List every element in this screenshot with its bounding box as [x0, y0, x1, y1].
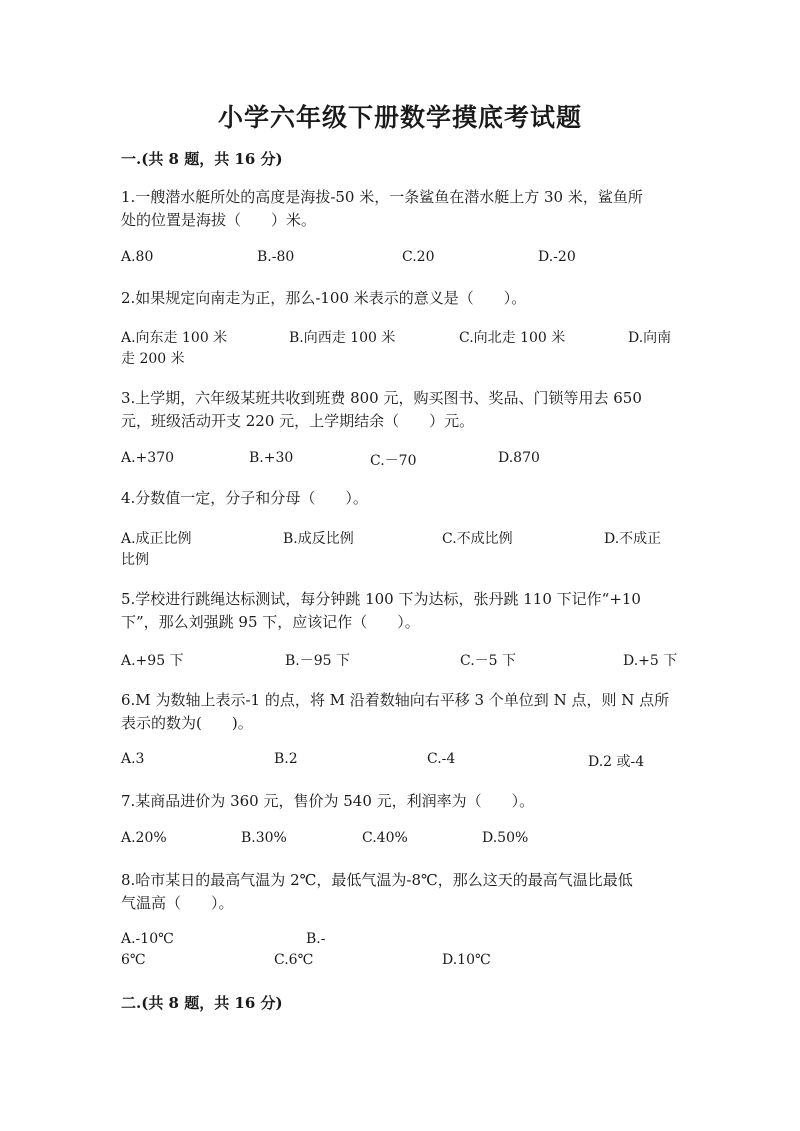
- question-5: [121, 588, 681, 634]
- option-a[interactable]: A.+370: [121, 450, 175, 466]
- option-d-wrap: 走 200 米: [121, 351, 185, 367]
- option-b-wrap: 6℃: [121, 952, 146, 968]
- question-1: [121, 186, 681, 232]
- question-line: 下”，那么刘强跳 95 下，应该记作（ ）。: [121, 613, 420, 631]
- question-line: 7.某商品进价为 360 元，售价为 540 元，利润率为（ ）。: [121, 792, 535, 810]
- question-line: 4.分数值一定，分子和分母（ ）。: [121, 489, 368, 507]
- question-line: 6.M 为数轴上表示-1 的点，将 M 沿着数轴向右平移 3 个单位到 N 点，则 N 点所: [121, 691, 670, 709]
- option-c[interactable]: C.－5 下: [460, 653, 517, 669]
- options-7: [121, 830, 681, 853]
- question-2: [121, 287, 681, 310]
- options-8: [121, 931, 681, 954]
- question-line: 处的位置是海拔（ ）米。: [121, 211, 317, 229]
- question-line: 2.如果规定向南走为正，那么-100 米表示的意义是（ ）。: [121, 289, 527, 307]
- option-b[interactable]: B.2: [274, 751, 298, 767]
- options-5: [121, 650, 681, 673]
- options-3: [121, 450, 681, 473]
- option-a[interactable]: A.向东走 100 米: [121, 330, 228, 346]
- option-d[interactable]: D.不成正: [604, 531, 662, 547]
- option-c[interactable]: C.不成比例: [442, 531, 513, 547]
- question-line: 表示的数为( )。: [121, 714, 253, 732]
- section-heading-2: 二.(共 8 题，共 16 分): [121, 994, 283, 1012]
- option-d[interactable]: D.向南: [628, 330, 672, 346]
- question-line: 气温高（ ）。: [121, 894, 234, 912]
- options-1: [121, 249, 681, 272]
- option-a[interactable]: A.3: [121, 751, 145, 767]
- question-3: [121, 387, 681, 433]
- question-line: 1.一艘潜水艇所处的高度是海拔-50 米，一条鲨鱼在潜水艇上方 30 米，鲨鱼所: [121, 188, 643, 206]
- option-d-wrap: 比例: [121, 552, 149, 568]
- option-b[interactable]: B.30%: [241, 830, 287, 846]
- option-a[interactable]: A.20%: [121, 830, 167, 846]
- option-d[interactable]: D.2 或-4: [588, 754, 645, 770]
- question-6: [121, 689, 681, 735]
- option-b[interactable]: B.-: [306, 931, 326, 947]
- option-d[interactable]: D.50%: [482, 830, 529, 846]
- option-b[interactable]: B.-80: [257, 249, 295, 265]
- page-title: 小学六年级下册数学摸底考试题: [217, 103, 582, 132]
- option-a[interactable]: A.80: [121, 249, 154, 265]
- option-a[interactable]: A.成正比例: [121, 531, 192, 547]
- option-c[interactable]: C.6℃: [274, 952, 314, 968]
- option-c[interactable]: C.20: [402, 249, 435, 265]
- question-4: [121, 487, 681, 510]
- options-2: [121, 327, 681, 350]
- question-7: [121, 790, 681, 813]
- option-c[interactable]: C.－70: [370, 453, 417, 469]
- option-a[interactable]: A.+95 下: [121, 653, 184, 669]
- question-line: 元，班级活动开支 220 元，上学期结余（ ）元。: [121, 412, 475, 430]
- option-d[interactable]: D.+5 下: [623, 653, 678, 669]
- section-heading-1: 一.(共 8 题，共 16 分): [121, 150, 283, 168]
- option-b[interactable]: B.－95 下: [285, 653, 351, 669]
- option-b[interactable]: B.向西走 100 米: [289, 330, 396, 346]
- question-8: [121, 869, 681, 915]
- option-d[interactable]: D.870: [498, 450, 540, 466]
- option-b[interactable]: B.+30: [249, 450, 294, 466]
- question-line: 8.哈市某日的最高气温为 2℃，最低气温为-8℃，那么这天的最高气温比最低: [121, 871, 633, 889]
- option-d[interactable]: D.10℃: [442, 952, 491, 968]
- options-6: [121, 751, 681, 774]
- question-line: 3.上学期，六年级某班共收到班费 800 元，购买图书、奖品、门锁等用去 650: [121, 389, 642, 407]
- option-b[interactable]: B.成反比例: [283, 531, 354, 547]
- option-c[interactable]: C.-4: [427, 751, 456, 767]
- options-4: [121, 528, 681, 551]
- options-8-wrap: [121, 952, 681, 975]
- option-c[interactable]: C.向北走 100 米: [459, 330, 566, 346]
- option-a[interactable]: A.-10℃: [121, 931, 174, 947]
- question-line: 5.学校进行跳绳达标测试，每分钟跳 100 下为达标，张丹跳 110 下记作“+10: [121, 590, 641, 608]
- option-c[interactable]: C.40%: [362, 830, 408, 846]
- option-d[interactable]: D.-20: [538, 249, 576, 265]
